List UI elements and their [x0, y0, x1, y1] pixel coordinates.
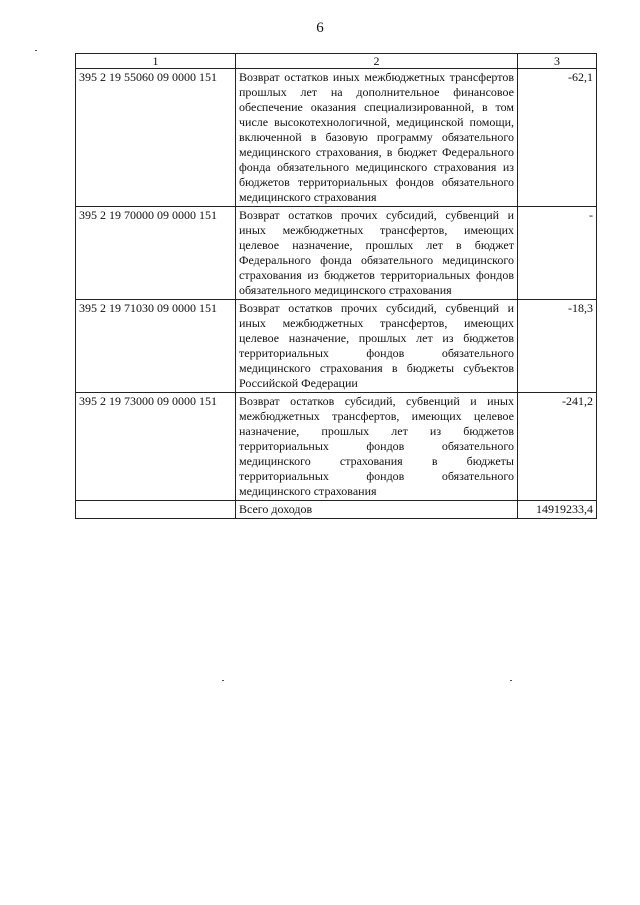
table-row	[76, 69, 597, 207]
scan-speck	[35, 50, 37, 51]
amount-cell: -18,3	[518, 300, 597, 393]
page-number: 6	[316, 20, 324, 36]
empty-code-cell	[76, 501, 236, 519]
total-amount: 14919233,4	[518, 501, 597, 519]
scan-speck	[222, 680, 224, 681]
description-cell: Возврат остатков иных межбюджетных трансфертов прошлых лет на дополнительное финансовое обеспечение оказания специализированной, в том числе высокотехнологичной, медицинской помощи, включенной в базовую программу обязательного медицинского страхования, в бюджет Федерального фонда обязательного медицинского страхования из бюджетов территориальных фондов обязательного медицинского страхования	[236, 69, 518, 207]
scan-speck	[510, 680, 512, 681]
table-row	[76, 300, 597, 393]
budget-code-cell: 395 2 19 70000 09 0000 151	[76, 207, 236, 300]
table-row	[76, 207, 597, 300]
column-header-code: 1	[76, 54, 236, 69]
description-cell: Возврат остатков субсидий, субвенций и иных межбюджетных трансфертов, имеющих целевое назначение, прошлых лет из бюджетов территориальных фондов обязательного медицинского страхования в бюджеты территориальных фондов обязательного медицинского страхования	[236, 393, 518, 501]
revenue-table	[75, 53, 597, 519]
budget-code-cell: 395 2 19 55060 09 0000 151	[76, 69, 236, 207]
amount-cell: -62,1	[518, 69, 597, 207]
table-header-row	[76, 54, 597, 69]
budget-code-cell: 395 2 19 71030 09 0000 151	[76, 300, 236, 393]
column-header-description: 2	[236, 54, 518, 69]
amount-cell: -	[518, 207, 597, 300]
total-label: Всего доходов	[236, 501, 518, 519]
total-row	[76, 501, 597, 519]
description-cell: Возврат остатков прочих субсидий, субвенций и иных межбюджетных трансфертов, имеющих целевое назначение, прошлых лет из бюджетов территориальных фондов обязательного медицинского страхования в бюджеты субъектов Российской Федерации	[236, 300, 518, 393]
table-row	[76, 393, 597, 501]
column-header-amount: 3	[518, 54, 597, 69]
budget-code-cell: 395 2 19 73000 09 0000 151	[76, 393, 236, 501]
amount-cell: -241,2	[518, 393, 597, 501]
description-cell: Возврат остатков прочих субсидий, субвенций и иных межбюджетных трансфертов, имеющих целевое назначение, прошлых лет в бюджет Федерального фонда обязательного медицинского страхования из бюджетов территориальных фондов обязательного медицинского страхования	[236, 207, 518, 300]
